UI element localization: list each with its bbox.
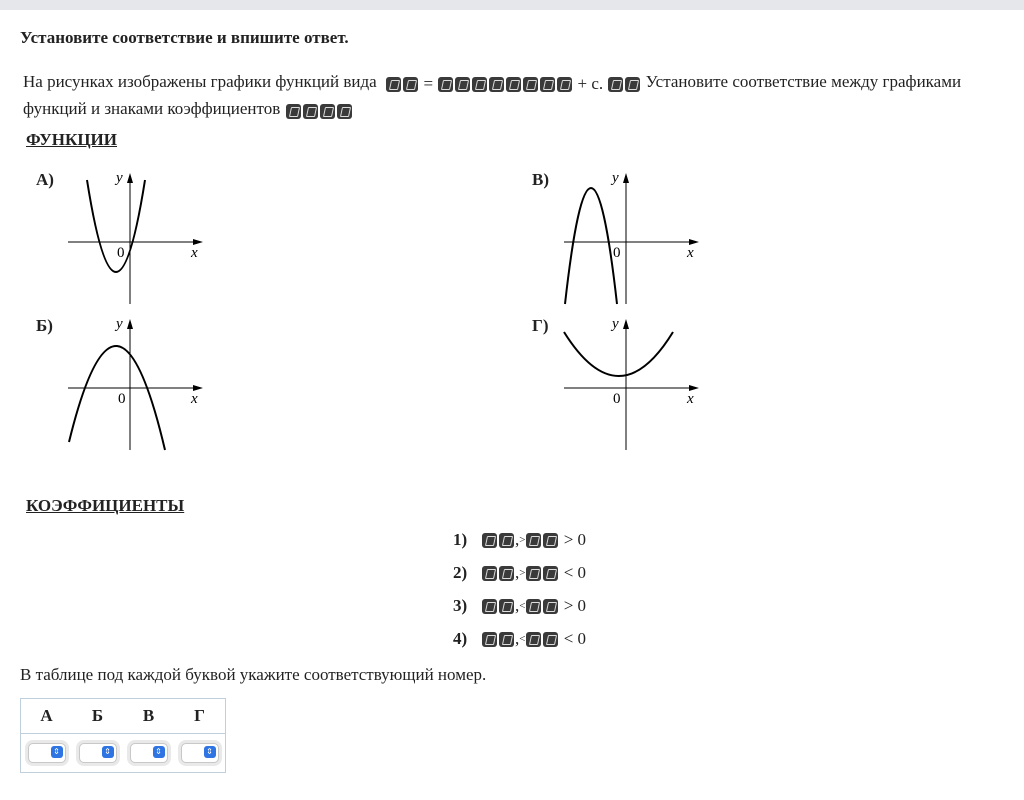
graph-g-label: Г) — [532, 316, 549, 335]
formula-tail: + c. — [577, 73, 604, 93]
y-axis-arrow — [127, 173, 133, 183]
answer-instruction: В таблице под каждой буквой укажите соответствующий номер. — [20, 665, 487, 684]
answer-header-g: Г — [174, 699, 226, 734]
formula-image — [381, 71, 641, 96]
coef-sep: , — [515, 563, 520, 582]
coef-number: 2) — [453, 563, 468, 582]
y-axis-arrow — [623, 319, 629, 329]
x-label: x — [191, 391, 198, 407]
intro-text-2: Установите соответствие между графиками функций и знаками коэффициентов — [23, 72, 962, 118]
answer-select-a[interactable] — [28, 743, 66, 763]
origin-label: 0 — [118, 391, 126, 407]
y-label: y — [612, 316, 619, 332]
answer-table — [20, 698, 226, 773]
coef-rel2: > 0 — [563, 596, 587, 615]
coef-rel2: < 0 — [563, 563, 587, 582]
coef-rel1: > — [519, 534, 526, 546]
answer-header-v: В — [123, 699, 174, 734]
coef-option-3 — [453, 596, 586, 616]
coef-rel1: < — [519, 633, 526, 645]
parabola-b — [69, 346, 165, 450]
graph-v-label: В) — [532, 170, 549, 189]
coefficients-symbols-image — [285, 97, 353, 122]
graph-b-label: Б) — [36, 316, 53, 335]
y-label: y — [116, 170, 123, 186]
task-title: Установите соответствие и впишите ответ. — [20, 28, 349, 47]
coef-number: 4) — [453, 629, 468, 648]
graph-g — [561, 314, 701, 454]
graph-v — [561, 168, 701, 308]
up-down-chevron-icon: ⇕ — [153, 746, 165, 758]
origin-label: 0 — [613, 245, 621, 261]
graph-b — [65, 314, 205, 454]
coef-number: 1) — [453, 530, 468, 549]
coef-sep: , — [515, 629, 520, 648]
answer-select-v[interactable] — [130, 743, 168, 763]
x-label: x — [687, 245, 694, 261]
answer-select-b[interactable] — [79, 743, 117, 763]
y-axis-arrow — [623, 173, 629, 183]
graph-a — [65, 168, 205, 308]
coef-option-1 — [453, 530, 586, 550]
coef-option-2 — [453, 563, 586, 583]
x-label: x — [191, 245, 198, 261]
coef-rel2: > 0 — [563, 530, 587, 549]
coef-rel2: < 0 — [563, 629, 587, 648]
coef-sep: , — [515, 530, 520, 549]
parabola-a — [87, 180, 145, 272]
origin-label: 0 — [117, 245, 125, 261]
graph-a-label: А) — [36, 170, 54, 189]
y-label: y — [116, 316, 123, 332]
parabola-v — [565, 188, 617, 304]
top-bar — [0, 0, 1024, 10]
up-down-chevron-icon: ⇕ — [204, 746, 216, 758]
origin-label: 0 — [613, 391, 621, 407]
coef-rel1: < — [519, 600, 526, 612]
intro-text-1: На рисунках изображены графики функций вида — [23, 72, 377, 91]
answer-header-b: Б — [72, 699, 123, 734]
task-intro — [23, 69, 1003, 122]
up-down-chevron-icon: ⇕ — [51, 746, 63, 758]
y-label: y — [612, 170, 619, 186]
coef-number: 3) — [453, 596, 468, 615]
y-axis-arrow — [127, 319, 133, 329]
formula-equals: = — [423, 73, 434, 93]
answer-select-g[interactable] — [181, 743, 219, 763]
coef-sep: , — [515, 596, 520, 615]
x-label: x — [687, 391, 694, 407]
coef-rel1: > — [519, 567, 526, 579]
answer-header-a: А — [21, 699, 73, 734]
coef-option-4 — [453, 629, 586, 649]
up-down-chevron-icon: ⇕ — [102, 746, 114, 758]
functions-heading: ФУНКЦИИ — [26, 130, 118, 149]
parabola-g — [564, 332, 673, 376]
coefficients-heading: КОЭФФИЦИЕНТЫ — [26, 496, 185, 515]
